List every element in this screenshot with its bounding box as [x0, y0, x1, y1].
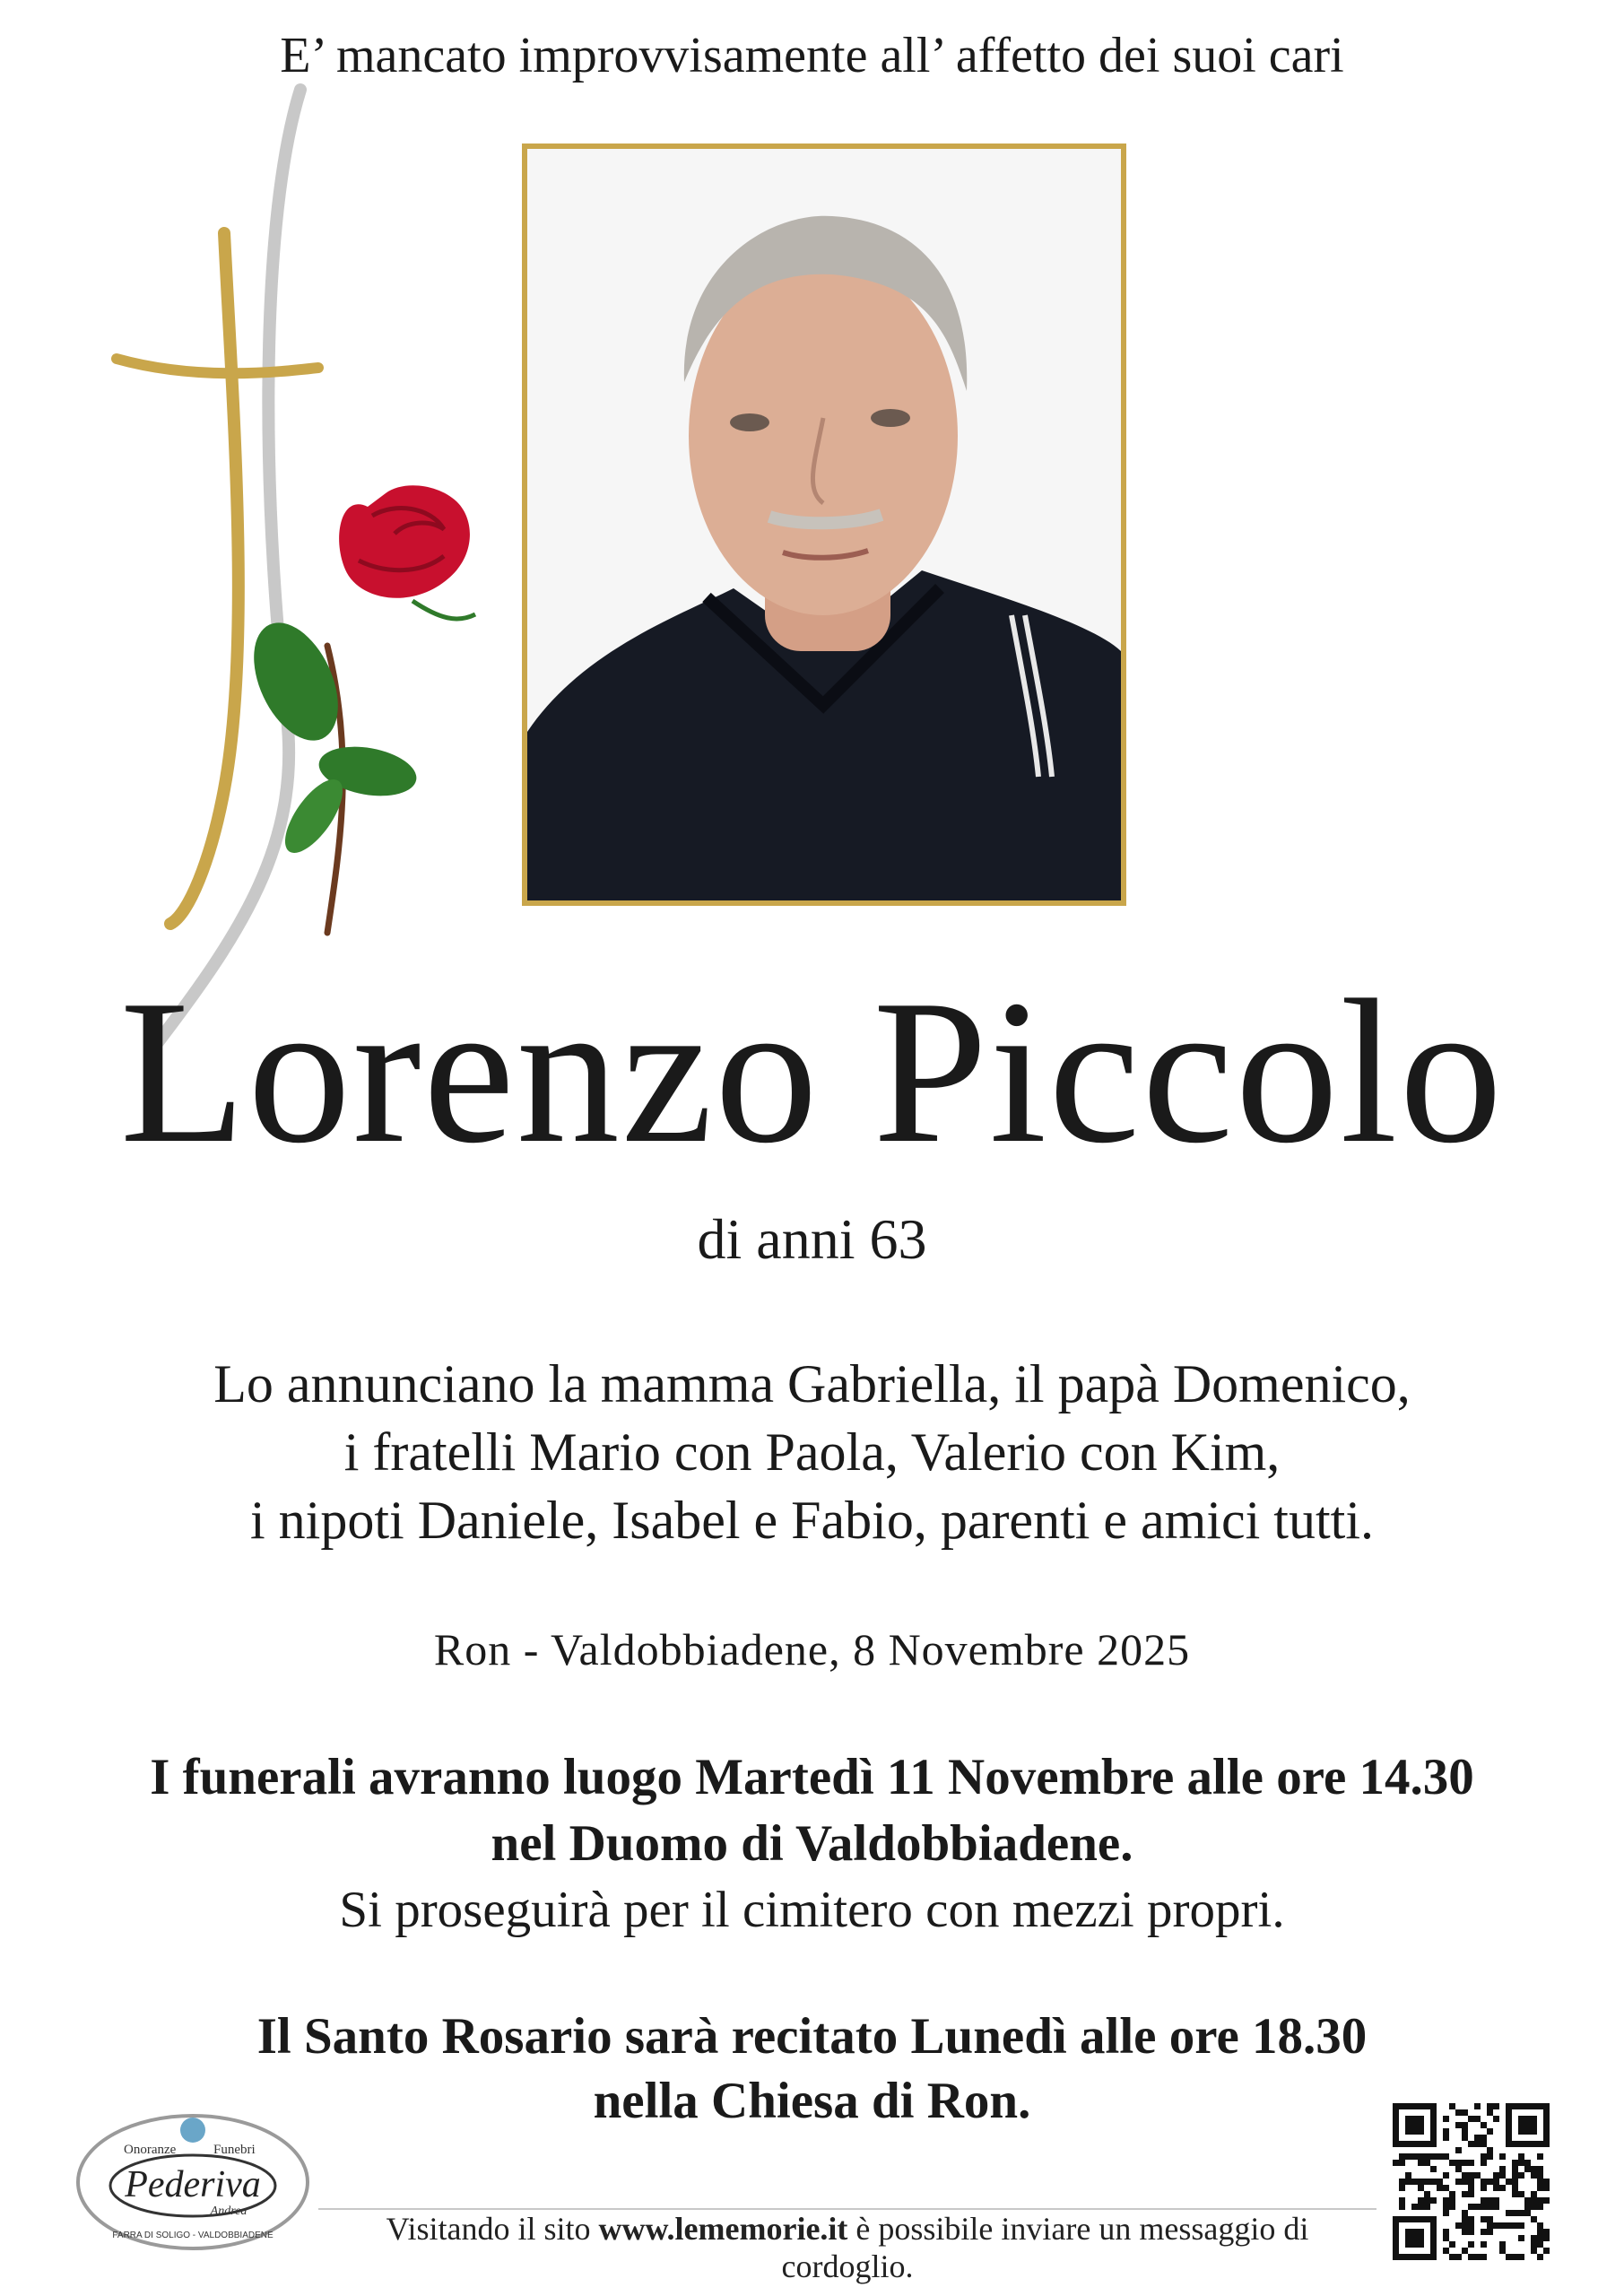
qr-code[interactable] [1393, 2103, 1550, 2260]
face [689, 257, 958, 615]
deceased-name: Lorenzo Piccolo [119, 957, 1505, 1186]
funeral-note: Si proseguirà per il cimitero con mezzi propri. [339, 1882, 1285, 1938]
portrait-photo-frame [522, 144, 1126, 906]
cross-vertical [170, 233, 239, 924]
svg-text:Funebri: Funebri [213, 2143, 256, 2157]
footer-text: Visitando il sito www.lememorie.it è possibile inviare un messaggio di cordoglio. [386, 2211, 1309, 2284]
blue-rose-icon [180, 2118, 205, 2143]
svg-text:Onoranze: Onoranze [124, 2143, 177, 2157]
rosary-time: Il Santo Rosario sarà recitato Lunedì alle ore 18.30 [256, 2008, 1368, 2065]
svg-text:Pederiva: Pederiva [125, 2164, 261, 2205]
cross-horizontal [117, 359, 318, 373]
announcement-text [0, 1350, 1624, 1554]
funeral-home-logo [72, 2103, 314, 2256]
place-and-date: Ron - Valdobbiadene, 8 Novembre 2025 [433, 1624, 1191, 1674]
age-line: di anni 63 [697, 1207, 927, 1271]
website-link[interactable]: www.lememorie.it [598, 2211, 848, 2247]
rosary-location: nella Chiesa di Ron. [593, 2073, 1031, 2129]
funeral-info [0, 1744, 1624, 1944]
announcement-line: i fratelli Mario con Paola, Valerio con Kim, [343, 1422, 1281, 1482]
portrait-photo [527, 149, 1121, 900]
announcement-line: i nipoti Daniele, Isabel e Fabio, parenti e amici tutti. [250, 1491, 1374, 1550]
svg-text:Andrea: Andrea [210, 2205, 248, 2218]
svg-text:FARRA DI SOLIGO - VALDOBBIADEN: FARRA DI SOLIGO - VALDOBBIADENE [112, 2231, 274, 2240]
funeral-location: nel Duomo di Valdobbiadene. [491, 1815, 1133, 1872]
intro-text: E’ mancato improvvisamente all’ affetto dei suoi cari [280, 28, 1344, 83]
cross-and-rose-decoration [99, 72, 520, 1067]
announcement-line: Lo annunciano la mamma Gabriella, il papà Domenico, [213, 1354, 1411, 1413]
rose-flower [339, 485, 470, 598]
funeral-time: I funerali avranno luogo Martedì 11 Novembre alle ore 14.30 [150, 1749, 1474, 1805]
